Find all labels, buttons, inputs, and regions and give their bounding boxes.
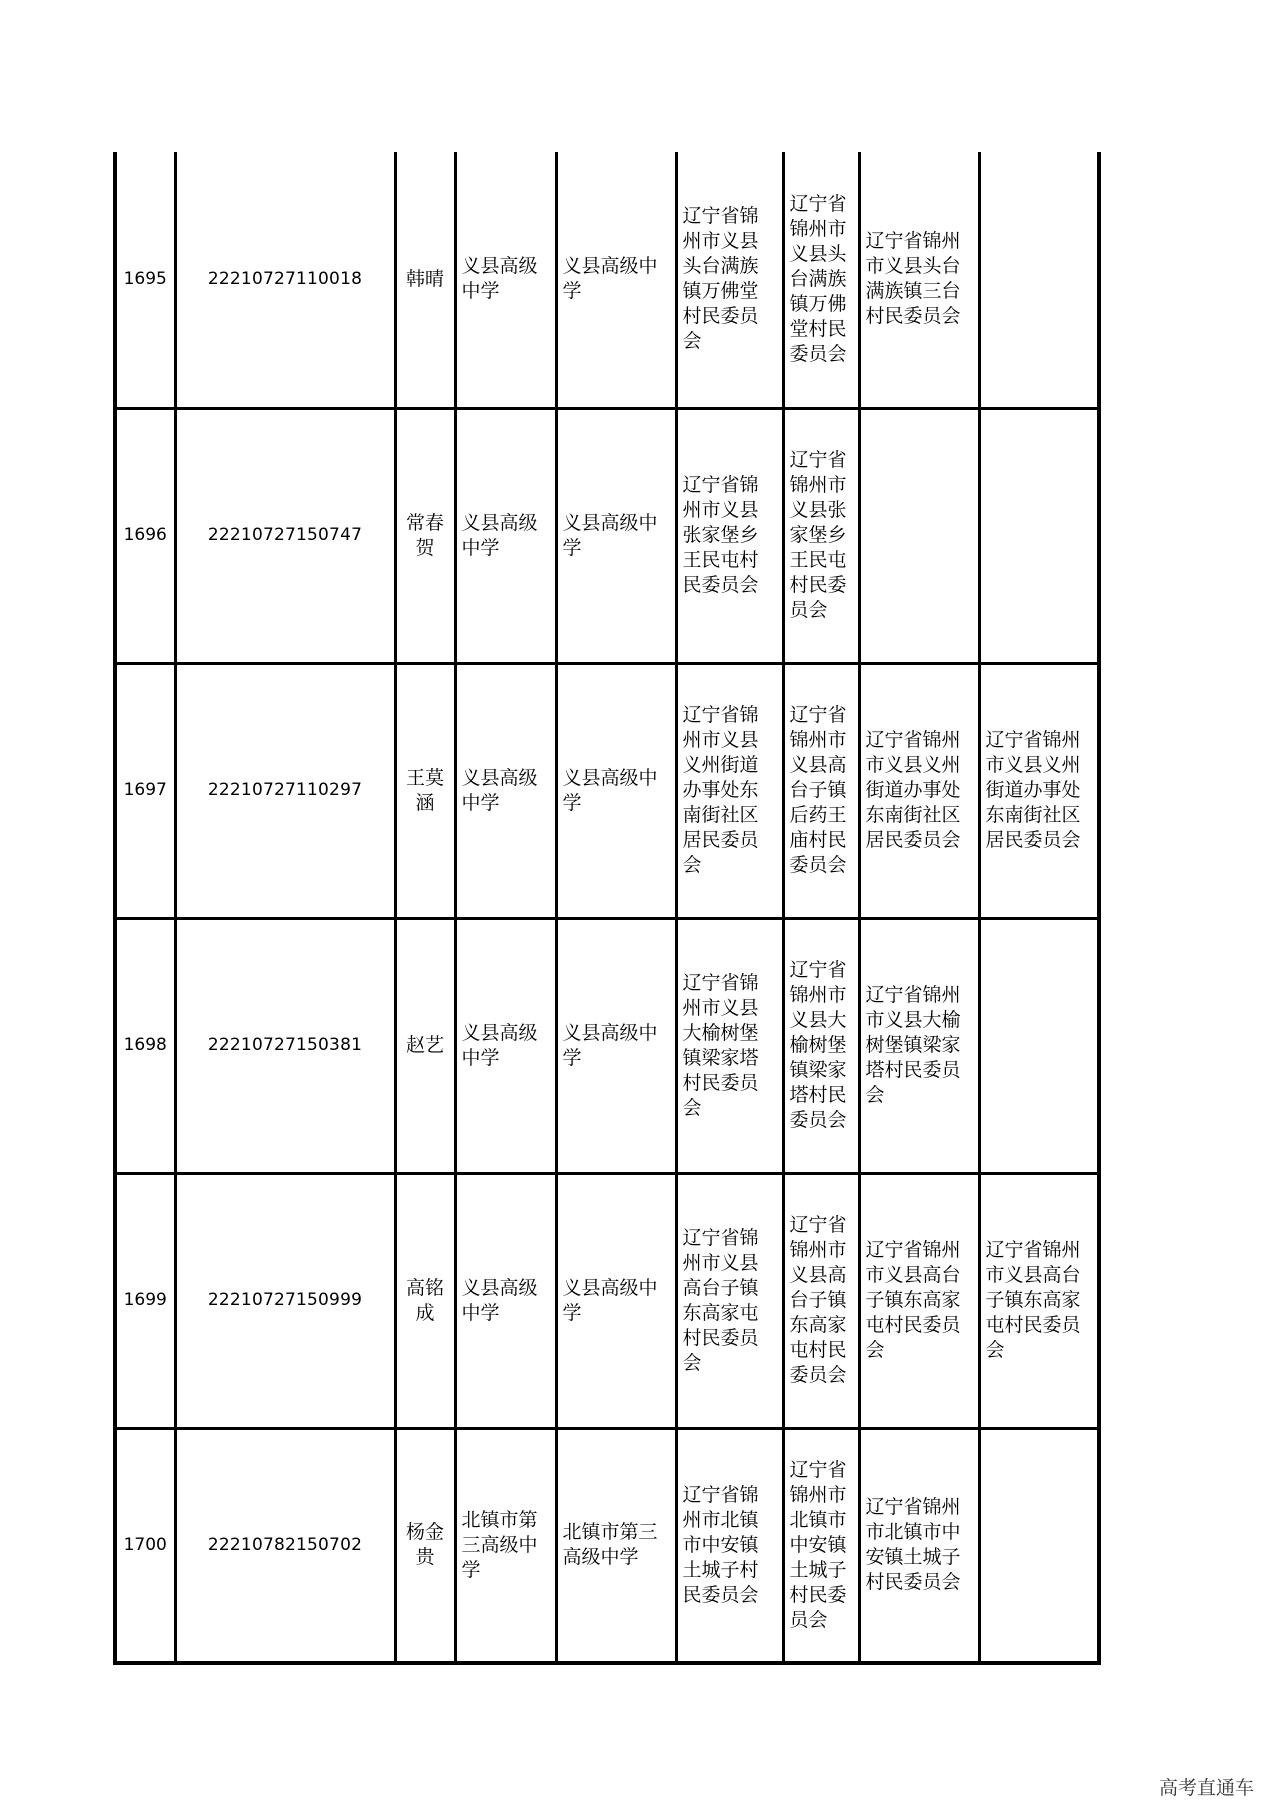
- table-row: [115, 408, 1099, 663]
- table-row: [115, 663, 1099, 918]
- row-index: 1698: [115, 918, 175, 1173]
- graduation-school: 义县高级中学: [556, 663, 676, 918]
- row-index: 1697: [115, 663, 175, 918]
- father-residence: 辽宁省锦州市义县义州街道办事处东南街社区居民委员会: [859, 663, 979, 918]
- school: 义县高级中学: [455, 918, 556, 1173]
- exam-number: 22210727110297: [175, 663, 395, 918]
- row-index: 1699: [115, 1173, 175, 1428]
- family-residence: 辽宁省锦州市北镇市中安镇土城子村民委员会: [783, 1428, 859, 1663]
- family-residence: 辽宁省锦州市义县头台满族镇万佛堂村民委员会: [783, 152, 859, 408]
- student-name: 常春贺: [395, 408, 455, 663]
- school: 义县高级中学: [455, 1173, 556, 1428]
- father-residence: 辽宁省锦州市北镇市中安镇土城子村民委员会: [859, 1428, 979, 1663]
- mother-residence: [979, 152, 1099, 408]
- exam-number: 22210727150999: [175, 1173, 395, 1428]
- mother-residence: [979, 408, 1099, 663]
- registered-residence: 辽宁省锦州市北镇市中安镇土城子村民委员会: [676, 1428, 783, 1663]
- graduation-school: 义县高级中学: [556, 918, 676, 1173]
- family-residence: 辽宁省锦州市义县张家堡乡王民屯村民委员会: [783, 408, 859, 663]
- watermark: 高考直通车: [1158, 1777, 1254, 1799]
- father-residence: [859, 408, 979, 663]
- exam-number: 22210727150747: [175, 408, 395, 663]
- student-name: 赵艺: [395, 918, 455, 1173]
- school: 义县高级中学: [455, 152, 556, 408]
- table-row: [115, 152, 1099, 408]
- row-index: 1700: [115, 1428, 175, 1663]
- registered-residence: 辽宁省锦州市义县义州街道办事处东南街社区居民委员会: [676, 663, 783, 918]
- family-residence: 辽宁省锦州市义县高台子镇东高家屯村民委员会: [783, 1173, 859, 1428]
- mother-residence: [979, 1428, 1099, 1663]
- row-index: 1696: [115, 408, 175, 663]
- table-row: [115, 1428, 1099, 1663]
- row-index: 1695: [115, 152, 175, 408]
- graduation-school: 义县高级中学: [556, 152, 676, 408]
- student-table: [113, 152, 1101, 1665]
- graduation-school: 义县高级中学: [556, 408, 676, 663]
- registered-residence: 辽宁省锦州市义县头台满族镇万佛堂村民委员会: [676, 152, 783, 408]
- father-residence: 辽宁省锦州市义县高台子镇东高家屯村民委员会: [859, 1173, 979, 1428]
- student-name: 韩晴: [395, 152, 455, 408]
- mother-residence: [979, 918, 1099, 1173]
- mother-residence: 辽宁省锦州市义县高台子镇东高家屯村民委员会: [979, 1173, 1099, 1428]
- school: 义县高级中学: [455, 663, 556, 918]
- table-row: [115, 1173, 1099, 1428]
- father-residence: 辽宁省锦州市义县大榆树堡镇梁家塔村民委员会: [859, 918, 979, 1173]
- family-residence: 辽宁省锦州市义县大榆树堡镇梁家塔村民委员会: [783, 918, 859, 1173]
- student-name: 高铭成: [395, 1173, 455, 1428]
- exam-number: 22210727150381: [175, 918, 395, 1173]
- registered-residence: 辽宁省锦州市义县大榆树堡镇梁家塔村民委员会: [676, 918, 783, 1173]
- graduation-school: 义县高级中学: [556, 1173, 676, 1428]
- exam-number: 22210727110018: [175, 152, 395, 408]
- student-name: 杨金贵: [395, 1428, 455, 1663]
- exam-number: 22210782150702: [175, 1428, 395, 1663]
- student-name: 王莫涵: [395, 663, 455, 918]
- registered-residence: 辽宁省锦州市义县张家堡乡王民屯村民委员会: [676, 408, 783, 663]
- school: 北镇市第三高级中学: [455, 1428, 556, 1663]
- mother-residence: 辽宁省锦州市义县义州街道办事处东南街社区居民委员会: [979, 663, 1099, 918]
- table-body: [115, 152, 1099, 1663]
- family-residence: 辽宁省锦州市义县高台子镇后药王庙村民委员会: [783, 663, 859, 918]
- father-residence: 辽宁省锦州市义县头台满族镇三台村民委员会: [859, 152, 979, 408]
- school: 义县高级中学: [455, 408, 556, 663]
- graduation-school: 北镇市第三高级中学: [556, 1428, 676, 1663]
- table-row: [115, 918, 1099, 1173]
- registered-residence: 辽宁省锦州市义县高台子镇东高家屯村民委员会: [676, 1173, 783, 1428]
